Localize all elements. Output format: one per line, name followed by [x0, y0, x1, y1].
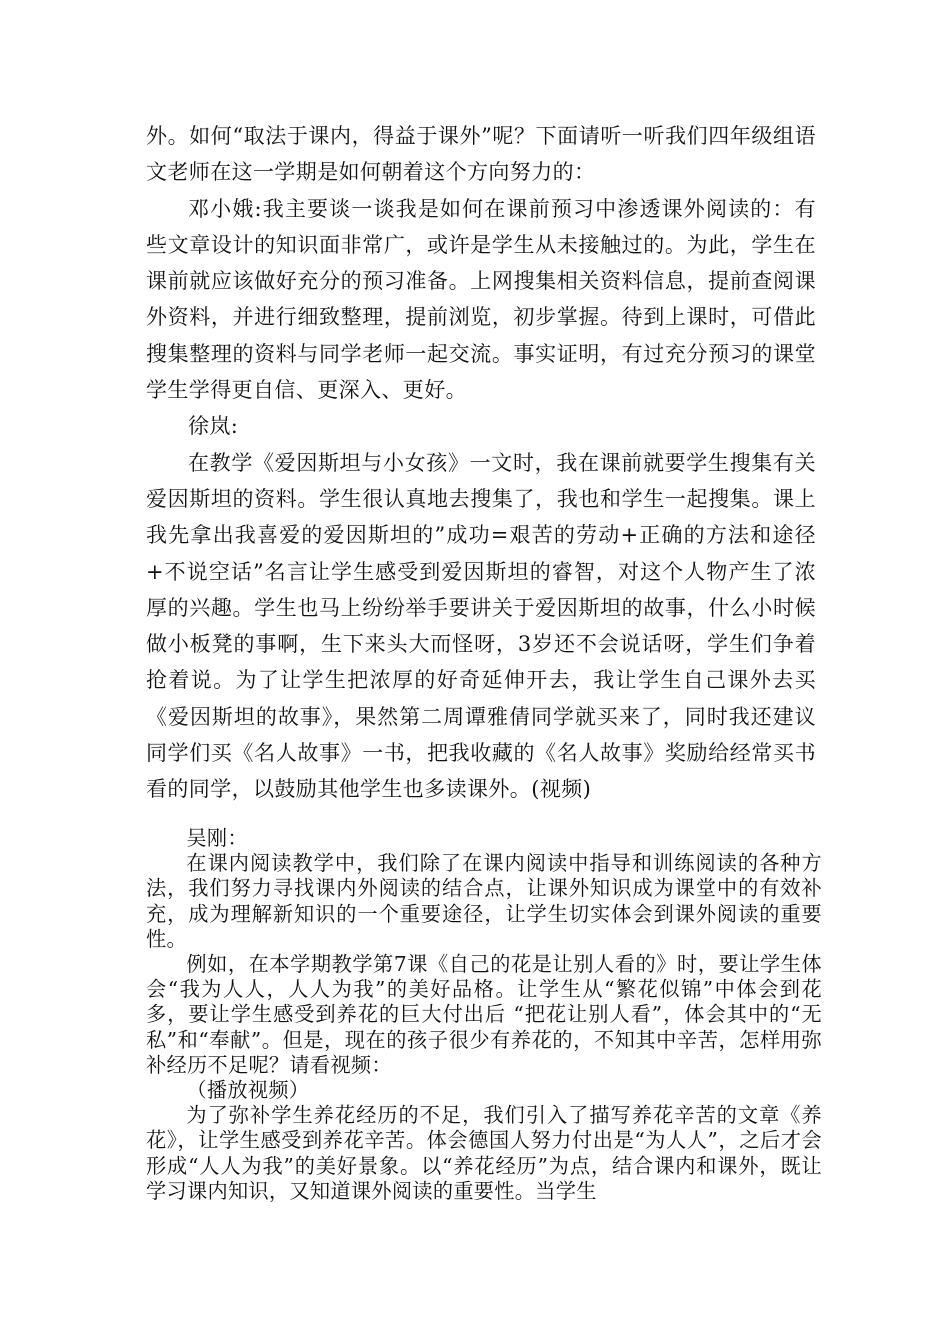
- example-paragraph: 例如，在本学期教学第7课《自己的花是让别人看的》时，要让学生体会“我为人人，人人为我”的美好品格。让学生从“繁花似锦”中体会到花多，要让学生感受到养花的巨大付出后 “把花让别人看”，体会其中的“无私”和“奉献”。但是，现在的孩子很少有养花的，不知其中辛苦，怎样用弥补经历不足呢？请看视频：: [146, 952, 822, 1077]
- einstein-paragraph: 在教学《爱因斯坦与小女孩》一文时，我在课前就要学生搜集有关爱因斯坦的资料。学生很认真地去搜集了，我也和学生一起搜集。课上我先拿出我喜爱的爱因斯坦的”成功=艰苦的劳动+正确的方法和途径+不说空话”名言让学生感受到爱因斯坦的睿智，对这个人物产生了浓厚的兴趣。学生也马上纷纷举手要讲关于爱因斯坦的故事，什么小时候做小板凳的事啊，生下来头大而怪呀，3岁还不会说话呀，学生们争着抢着说。为了让学生把浓厚的好奇延伸开去，我让学生自己课外去买《爱因斯坦的故事》，果然第二周谭雅倩同学就买来了，同时我还建议同学们买《名人故事》一书，把我收藏的《名人故事》奖励给经常买书看的同学，以鼓励其他学生也多读课外。(视频): [146, 450, 816, 802]
- reading-method-paragraph: 在课内阅读教学中，我们除了在课内阅读中指导和训练阅读的各种方法，我们努力寻找课内外阅读的结合点，让课外知识成为课堂中的有效补充，成为理解新知识的一个重要途径，让学生切实体会到课外阅读的重要性。: [146, 851, 822, 951]
- lower-text-block: [146, 826, 822, 1204]
- upper-text-block: [146, 118, 816, 808]
- flower-paragraph: 为了弥补学生养花经历的不足，我们引入了描写养花辛苦的文章《养花》，让学生感受到养花辛苦。体会德国人努力付出是“为人人”，之后才会形成“人人为我”的美好景象。以“养花经历”为点，结合课内和课外，既让学习课内知识，又知道课外阅读的重要性。当学生: [146, 1103, 822, 1203]
- xu-lan-heading: 徐岚:: [188, 414, 239, 439]
- deng-xiaoe-paragraph: 邓小娥:我主要谈一谈我是如何在课前预习中渗透课外阅读的：有些文章设计的知识面非常广，或许是学生从未接触过的。为此，学生在课前就应该做好充分的预习准备。上网搜集相关资料信息，提前查阅课外资料，并进行细致整理，提前浏览，初步掌握。待到上课时，可借此搜集整理的资料与同学老师一起交流。事实证明，有过充分预习的课堂学生学得更自信、更深入、更好。: [146, 196, 816, 403]
- play-video-note: （播放视频）: [186, 1078, 310, 1103]
- intro-paragraph: 外。如何“取法于课内，得益于课外”呢？下面请听一听我们四年级组语文老师在这一学期是如何朝着这个方向努力的：: [146, 124, 816, 185]
- wu-gang-heading: 吴刚：: [186, 826, 248, 850]
